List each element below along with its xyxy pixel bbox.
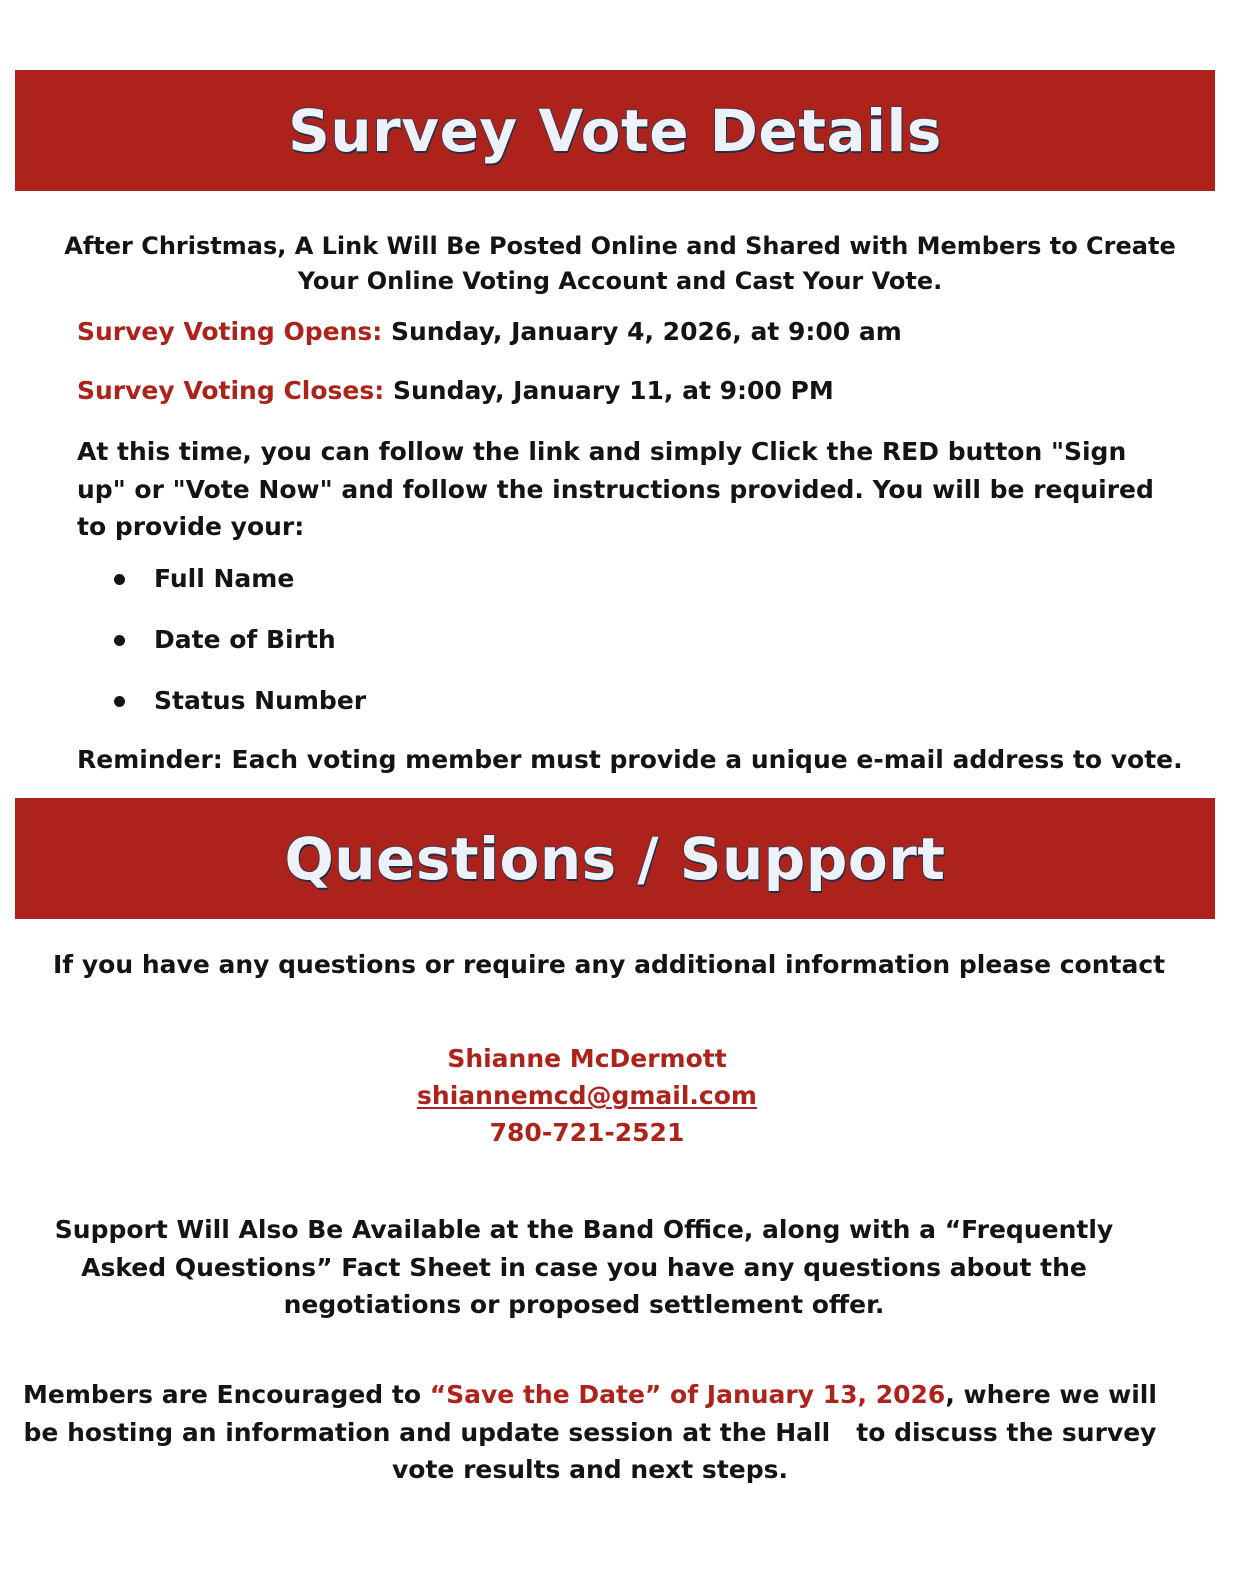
- voting-closes-label: Survey Voting Closes:: [77, 376, 385, 405]
- voting-closes-value: Sunday, January 11, at 9:00 PM: [392, 376, 834, 405]
- contact-email-link[interactable]: shiannemcd@gmail.com: [417, 1081, 757, 1110]
- contact-block: [287, 1040, 887, 1151]
- intro-paragraph: After Christmas, A Link Will Be Posted Online and Shared with Members to Create Your Online Voting Account and Cast Your Vote.: [64, 232, 1176, 295]
- voting-closes-line: [77, 374, 1177, 408]
- list-item: [110, 684, 366, 718]
- requirement-full-name: Full Name: [154, 564, 295, 593]
- bullet-icon: [114, 574, 125, 585]
- email-reminder: Reminder: Each voting member must provide a unique e-mail address to vote.: [77, 745, 1183, 774]
- voting-opens-label: Survey Voting Opens:: [77, 317, 383, 346]
- voting-opens-line: [77, 315, 1177, 349]
- voting-opens-value: Sunday, January 4, 2026, at 9:00 am: [390, 317, 902, 346]
- contact-name: Shianne McDermott: [447, 1044, 727, 1073]
- save-date-highlight: “Save the Date” of January 13, 2026: [429, 1380, 946, 1409]
- list-item: [110, 562, 294, 596]
- contact-intro: If you have any questions or require any additional information please contact: [53, 950, 1166, 979]
- survey-vote-banner: [15, 70, 1215, 191]
- list-item: [110, 623, 336, 657]
- bullet-icon: [114, 696, 125, 707]
- support-heading: Questions / Support: [284, 824, 946, 893]
- save-date-prefix: Members are Encouraged to: [23, 1380, 430, 1409]
- save-date-suffix: , where we will be hosting an information and update session at the Hall to discuss the survey vote results and next steps.: [23, 1380, 1157, 1484]
- voting-instructions: At this time, you can follow the link and simply Click the RED button "Sign up" or "Vote Now" and follow the instructions provided. You will be required to provide your:: [77, 437, 1154, 541]
- requirement-date-of-birth: Date of Birth: [154, 625, 336, 654]
- survey-vote-heading: Survey Vote Details: [288, 96, 942, 165]
- save-the-date-paragraph: [20, 1376, 1160, 1489]
- support-note: Support Will Also Be Available at the Band Office, along with a “Frequently Asked Questions” Fact Sheet in case you have any questions about the negotiations or proposed settlement offer.: [54, 1215, 1114, 1319]
- requirement-status-number: Status Number: [154, 686, 367, 715]
- bullet-icon: [114, 635, 125, 646]
- contact-phone: 780-721-2521: [489, 1118, 685, 1147]
- support-banner: [15, 798, 1215, 919]
